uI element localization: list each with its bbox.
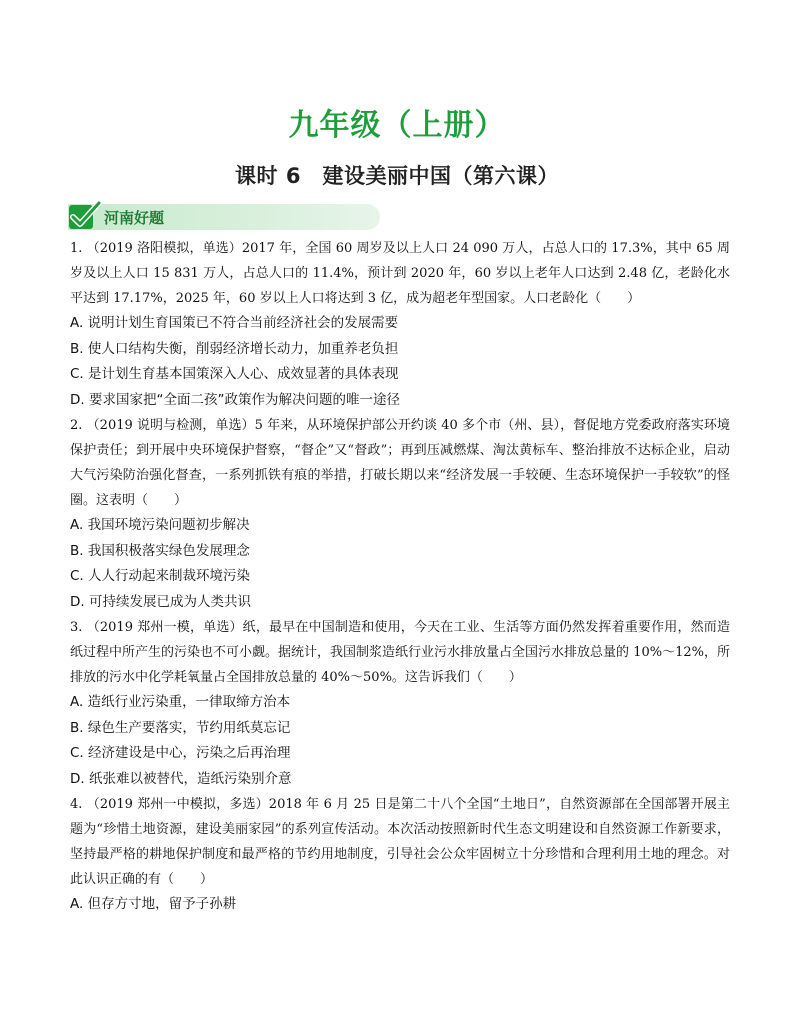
page-title: 九年级（上册）: [288, 108, 506, 143]
question-text: 4. （2019 郑州一中模拟，多选）2018 年 6 月 25 日是第二十八个全国“土地日”，自然资源部在全国部署开展主题为“珍惜土地资源，建设美丽家园”的系列宣传活动。本次活动按照新时代生态文明建设和自然资源工作新要求，坚持最严格的耕地保护制度和最严格的节约用地制度，引导社会公众牢固树立十分珍惜和合理利用土地的理念。对此认识正确的有（ ）: [70, 797, 730, 887]
question-text: 2. （2019 说明与检测，单选）5 年来，从环境保护部公开约谈 40 多个市（州、县），督促地方党委政府落实环境保护责任；到开展中央环境保护督察，“督企”又“督政”；再到压减燃煤、淘汰黄标车、整治排放不达标企业，启动大气污染防治强化督查，一系列抓铁有痕的举措，打破长期以来“经济发展一手较硬、生态环境保护一手较软”的怪圈。这表明（ ）: [70, 418, 730, 508]
option-b: B. 我国积极落实绿色发展理念: [70, 542, 250, 559]
question-2: [70, 413, 730, 615]
option-b: B. 使人口结构失衡，削弱经济增长动力，加重养老负担: [70, 340, 399, 357]
green-check-icon: [68, 200, 102, 232]
option-d: D. 可持续发展已成为人类共识: [70, 593, 251, 610]
question-1: [70, 236, 730, 413]
option-d: D. 要求国家把“全面二孩”政策作为解决问题的唯一途径: [70, 391, 400, 408]
option-d: D. 纸张难以被替代，造纸污染别介意: [70, 770, 292, 787]
option-c: C. 是计划生育基本国策深入人心、成效显著的具体表现: [70, 366, 399, 382]
section-label: 河南好题: [104, 209, 165, 227]
question-list: [70, 236, 730, 918]
option-b: B. 绿色生产要落实，节约用纸莫忘记: [70, 719, 291, 736]
option-a: A. 我国环境污染问题初步解决: [70, 517, 250, 533]
option-a: A. 说明计划生育国策已不符合当前经济社会的发展需要: [70, 315, 399, 331]
lesson-subtitle: 课时 6 建设美丽中国（第六课）: [235, 164, 559, 188]
question-3: [70, 615, 730, 792]
option-c: C. 人人行动起来制裁环境污染: [70, 568, 251, 584]
question-text: 1. （2019 洛阳模拟，单选）2017 年，全国 60 周岁及以上人口 24 090 万人，占总人口的 17.3%，其中 65 周岁及以上人口 15 831 万人，占总人口的 11.4%，预计到 2020 年，60 岁以上老年人口达到 2.48 亿，老龄化水平达到 17.17%，2025 年，60 岁以上人口将达到 3 亿，成为超老年型国家。人口老龄化（ ）: [70, 241, 730, 306]
option-a: A. 造纸行业污染重，一律取缔方治本: [70, 694, 291, 710]
option-a: A. 但存方寸地，留予子孙耕: [70, 896, 237, 912]
question-4: [70, 792, 730, 918]
option-c: C. 经济建设是中心，污染之后再治理: [70, 745, 291, 761]
question-text: 3. （2019 郑州一模，单选）纸，最早在中国制造和使用，今天在工业、生活等方面仍然发挥着重要作用，然而造纸过程中所产生的污染也不可小觑。据统计，我国制浆造纸行业污水排放量占全国污水排放总量的 10%～12%，所排放的污水中化学耗氧量占全国排放总量的 40%～50%。这告诉我们（ ）: [70, 620, 730, 685]
